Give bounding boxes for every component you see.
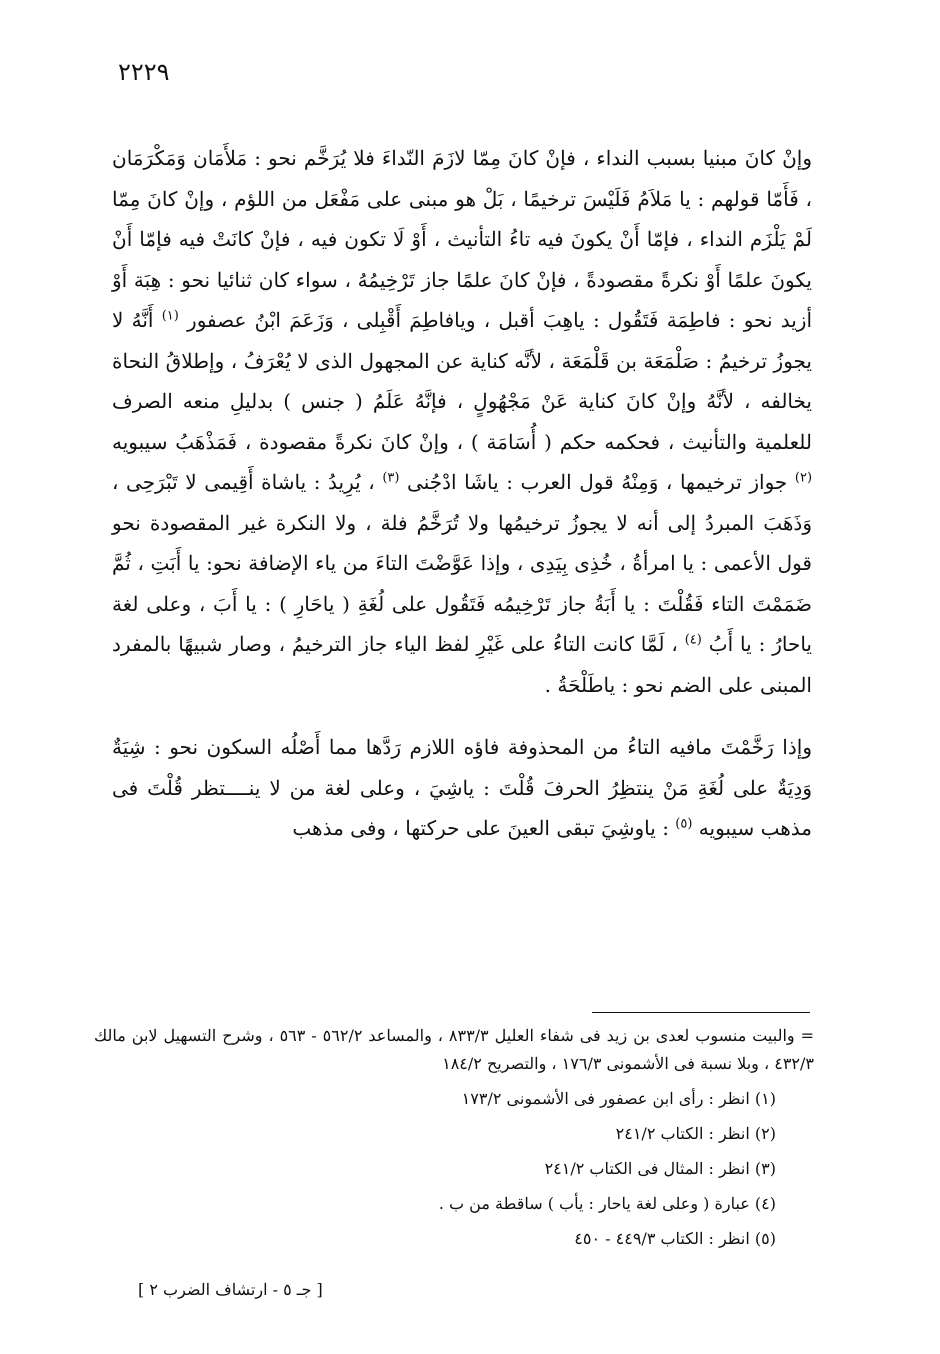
paragraph-text: وإذا رَخَّمْتَ مافيه التاءُ من المحذوفة فاؤه اللازم رَدَّها مما أَصْلُه السكون نحو : شِيَةٌ وَدِيَةٌ على لُغَةِ مَنْ ينتظِرُ الحرفَ قُلْتَ : ياشِيَ ، وعلى لغة من لا ينــــتظر قُلْتَ فى مذهب سيبويه xyxy=(112,735,812,840)
paragraph-text: : ياوشِيَ تبقى العينَ على حركتها ، وفى مذهب xyxy=(292,816,669,840)
footnote-ref: (٤) xyxy=(684,632,702,648)
footnote-rule xyxy=(592,1012,810,1013)
footnote-2: (٢) انظر : الكتاب ٢٤١/٢ xyxy=(615,1124,776,1143)
paragraph xyxy=(112,727,812,849)
volume-mark: [ جـ ٥ - ارتشاف الضرب ٢ ] xyxy=(138,1280,323,1299)
footnote-5: (٥) انظر : الكتاب ٤٤٩/٣ - ٤٥٠ xyxy=(574,1229,776,1248)
footnote-ref: (٣) xyxy=(382,470,400,486)
paragraph-text: ، لَمَّا كانت التاءُ على غَيْرِ لفظ الياء جاز الترخيمُ ، وصار شبيهًا بالمفرد المبنى على الضم نحو : ياطَلْحَةُ . xyxy=(112,632,812,697)
footnote-continuation: = والبيت منسوب لعدى بن زيد فى شفاء العليل ٨٣٣/٣ ، والمساعد ٥٦٢/٢ - ٥٦٣ ، وشرح التسهيل لابن مالك ٤٣٢/٣ ، وبلا نسبة فى الأشمونى ١٧٦/٣ ، والتصريح ١٨٤/٢ xyxy=(94,1026,814,1073)
paragraph xyxy=(112,138,812,705)
footnote-ref: (١) xyxy=(161,308,179,324)
footnote-ref: (٥) xyxy=(675,816,693,832)
paragraph-text: ، يُرِيدُ : ياشاة أَقِيمى لا تَبْرَحِى ، وَذَهَبَ المبردُ إلى أنه لا يجوزُ ترخيمُها ولا تُرَخَّمُ فلة ، ولا النكرة غير المقصودة نحو قول الأعمى : يا امرأةُ ، خُذِى بِيَدِى ، وإذا عَوَّضْتَ التاءَ من ياء الإضافة نحو: يا أَبَتِ ، ثُمَّ ضَمَمْتَ التاء فَقُلْتَ : يا أَبَةُ جاز تَرْخِيمُه فَتَقُول على لُغَةِ ( ياحَارِ ) : يا أَبَ ، وعلى لغة ياحارُ : يا أَبُ xyxy=(112,470,812,656)
paragraph-text: جواز ترخيمها ، وَمِنْهُ قول العرب : ياشَا ادْجُنى xyxy=(407,470,788,494)
paragraph-text: وإنْ كانَ مبنيا بسبب النداء ، فإنْ كانَ مِمّا لازَمَ النّداءَ فلا يُرَخَّم نحو : مَلأَمَان وَمَكْرَمَان ، فَأَمّا قولهم : يا مَلاَمُ فَلَيْسَ ترخيمًا ، بَلْ هو مبنى على مَفْعَل من اللؤم ، وإنْ كانَ مِمّا لَمْ يَلْزَم النداء ، فإمّا أَنْ يكونَ فيه تاءُ التأنيث ، أَوْ لَا تكون فيه ، فإنْ كانَتْ فيه فإمّا أَنْ يكونَ علمًا أَوْ نكرةً مقصودةً ، فإنْ كانَ علمًا جاز تَرْخِيمُهُ ، سواء كان ثنائيا نحو : هِبَة أَوْ أزيد نحو : فاطِمَة فَتَقُول : ياهِبَ أقبل ، ويافاطِمَ أَقْبِلى ، وَزَعَمَ ابْنُ عصفور xyxy=(112,146,813,332)
footnote-4: (٤) عبارة ( وعلى لغة ياحار : يأب ) ساقطة من ب . xyxy=(438,1194,776,1213)
footnote-ref: (٢) xyxy=(794,470,813,486)
footnote-1: (١) انظر : رأى ابن عصفور فى الأشمونى ١٧٣/٢ xyxy=(461,1089,776,1108)
page-number: ٢٢٢٩ xyxy=(118,58,170,86)
main-text xyxy=(112,138,812,849)
paragraph-text: أَنَّهُ لا يجوزُ ترخيمُ : صَلْمَعَة بن قَلْمَعَة ، لأنَّه كناية عن المجهول الذى لا يُعْرَفُ ، وإطلاقُ النحاة يخالفه ، لأنَّهُ وإنْ كانَ كناية عَنْ مَجْهُولٍ ، فإنَّهُ عَلَمُ ( جنس ) بدليلِ منعه الصرف للعلمية والتأنيث ، فحكمه حكم ( أُسَامَة ) ، وإنْ كانَ نكرةً مقصودة ، فَمَذْهَبُ سيبويه xyxy=(112,308,812,454)
footnotes xyxy=(94,1022,814,1253)
footnote-3: (٣) انظر : المثال فى الكتاب ٢٤١/٢ xyxy=(544,1159,776,1178)
